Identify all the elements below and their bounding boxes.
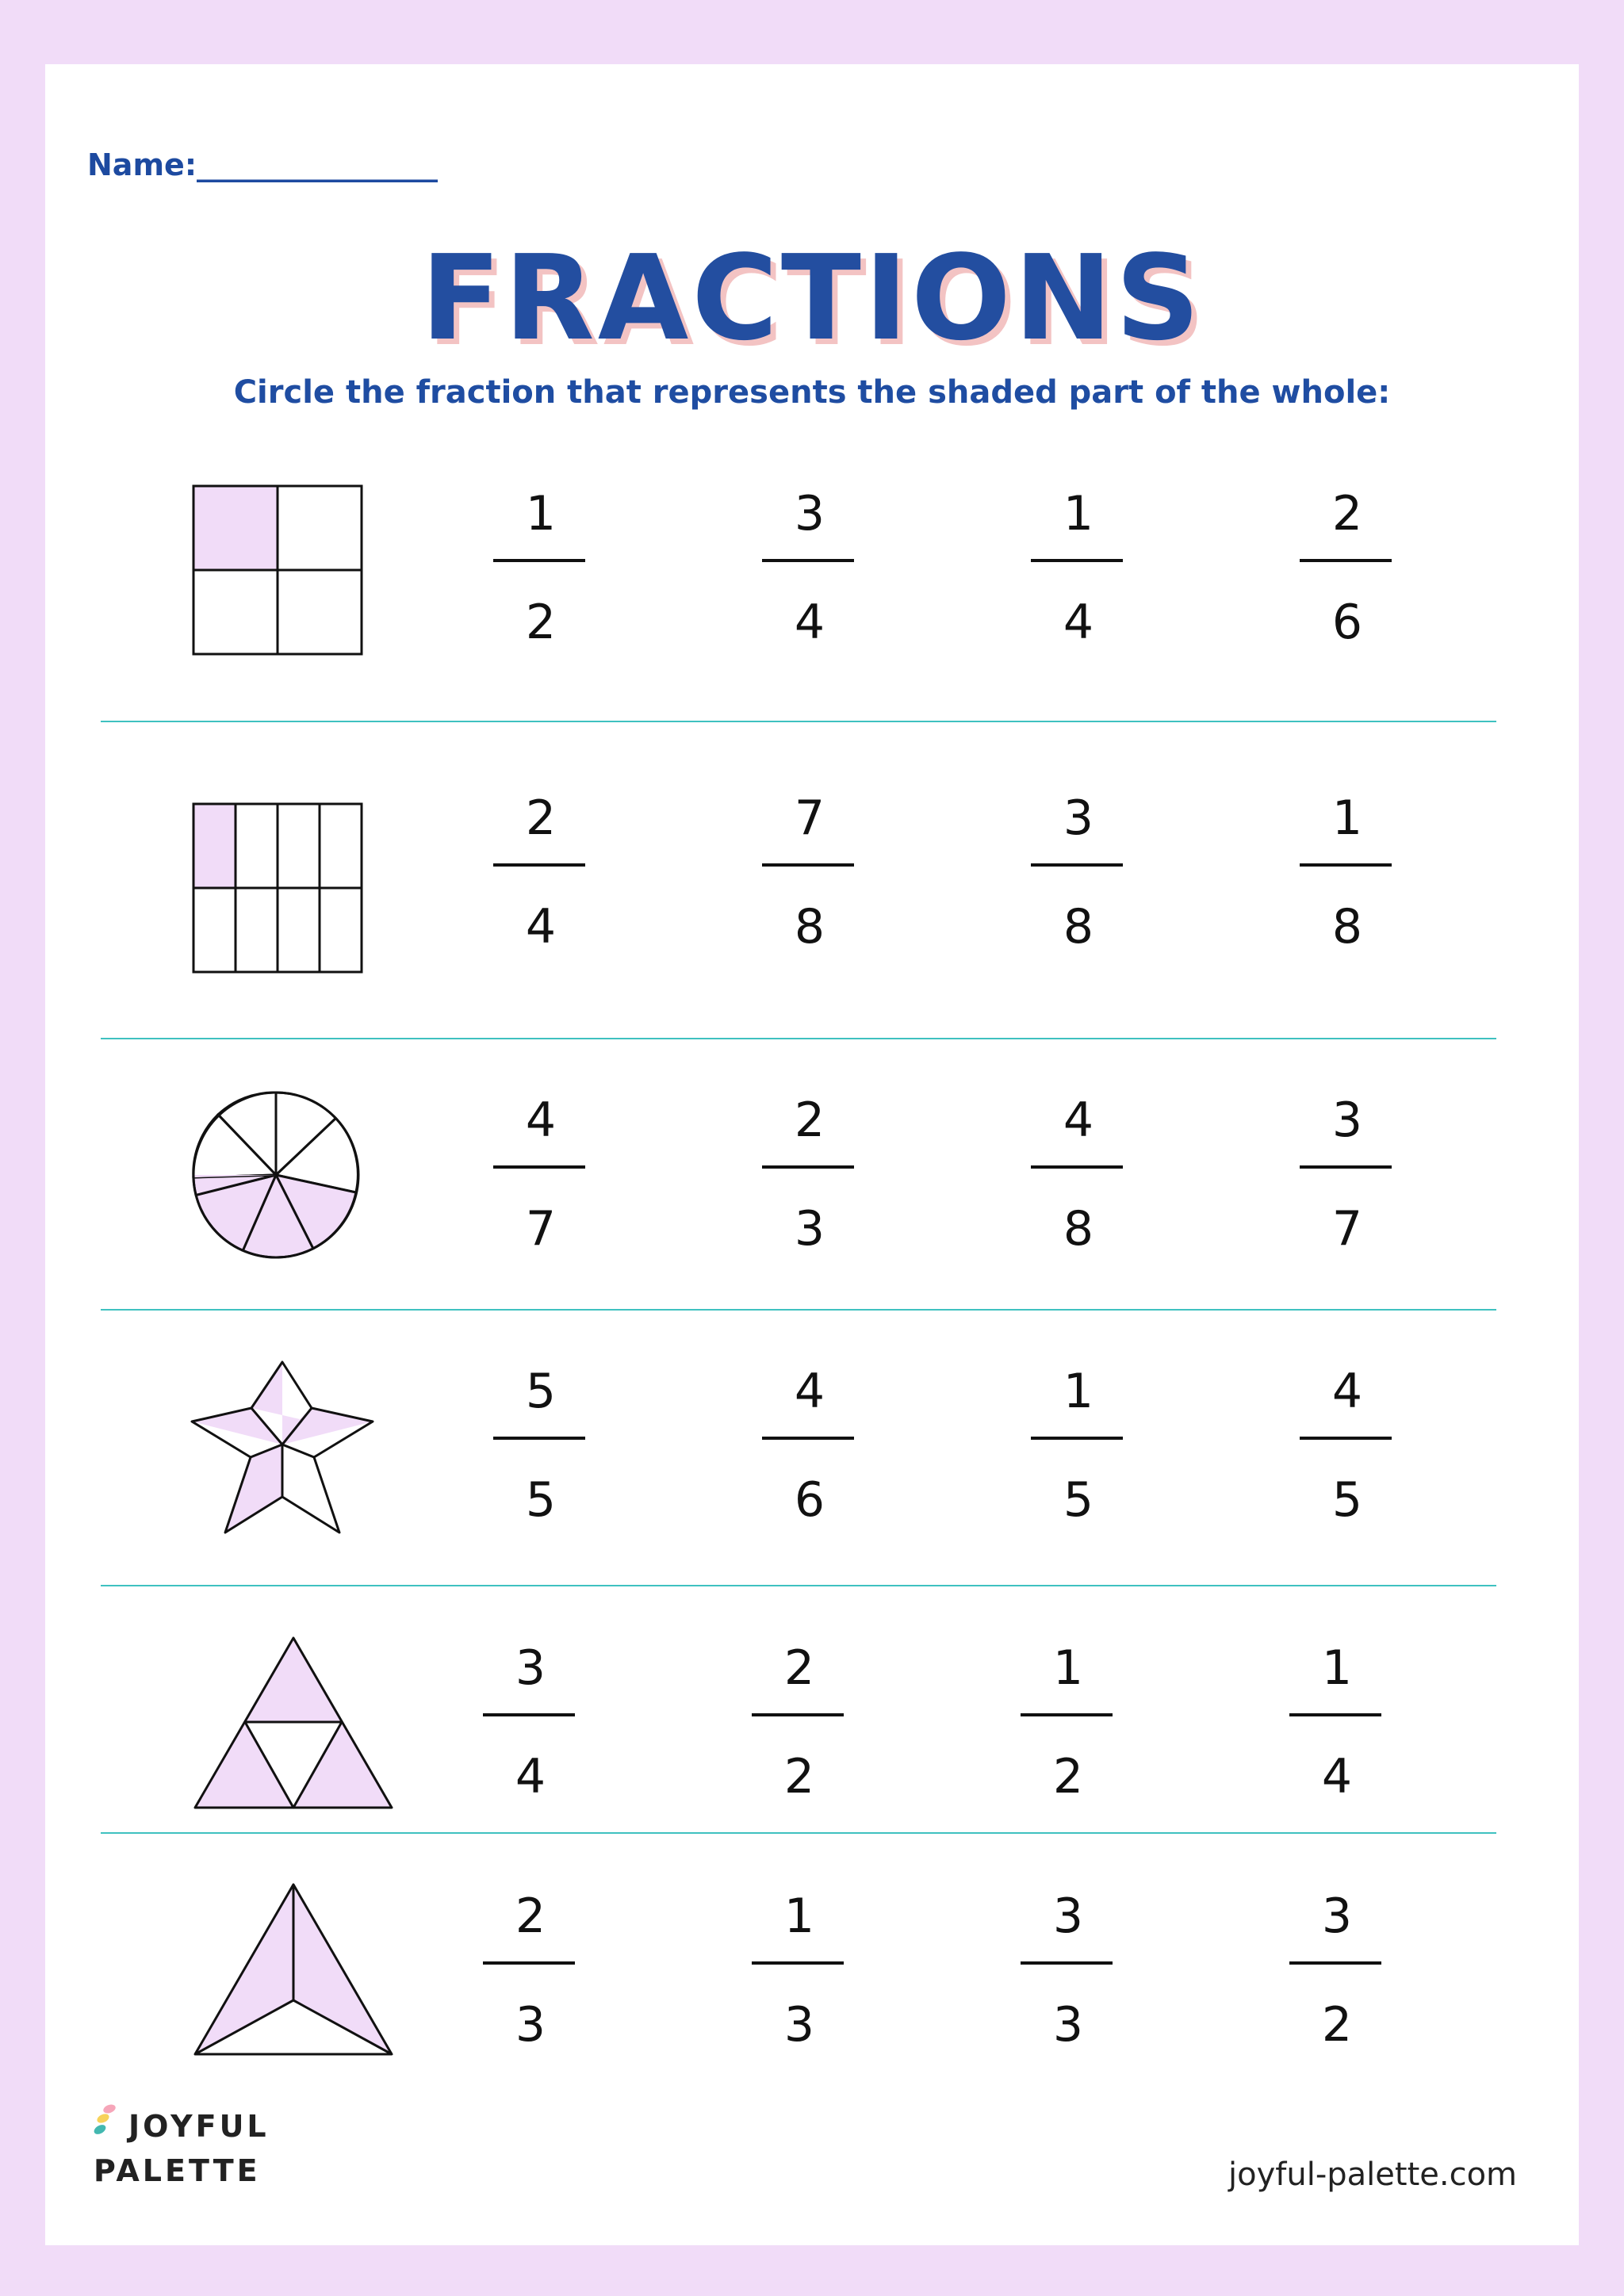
triangle-3-parts-shape bbox=[192, 1881, 395, 2061]
row-separator bbox=[101, 1585, 1496, 1586]
name-field[interactable]: Name:________________ bbox=[87, 147, 439, 182]
page-title: FRACTIONS bbox=[420, 230, 1204, 366]
logo-line-2: PALETTE bbox=[94, 2153, 261, 2188]
row-separator bbox=[101, 1309, 1496, 1311]
row-separator bbox=[101, 1038, 1496, 1039]
triangle-4-parts-shape bbox=[192, 1635, 395, 1814]
instruction: Circle the fraction that represents the shaded part of the whole: bbox=[233, 374, 1391, 411]
star-5-parts-shape bbox=[189, 1356, 376, 1535]
paint-splash-icon bbox=[92, 2101, 132, 2149]
circle-7-slices-shape bbox=[190, 1089, 362, 1261]
row-separator bbox=[101, 721, 1496, 722]
row-separator bbox=[101, 1832, 1496, 1834]
website-url[interactable]: joyful-palette.com bbox=[1228, 2156, 1517, 2193]
logo-line-1: JOYFUL bbox=[128, 2109, 270, 2144]
square-2x2-shape bbox=[192, 484, 363, 656]
rectangle-4x2-shape bbox=[192, 802, 363, 974]
